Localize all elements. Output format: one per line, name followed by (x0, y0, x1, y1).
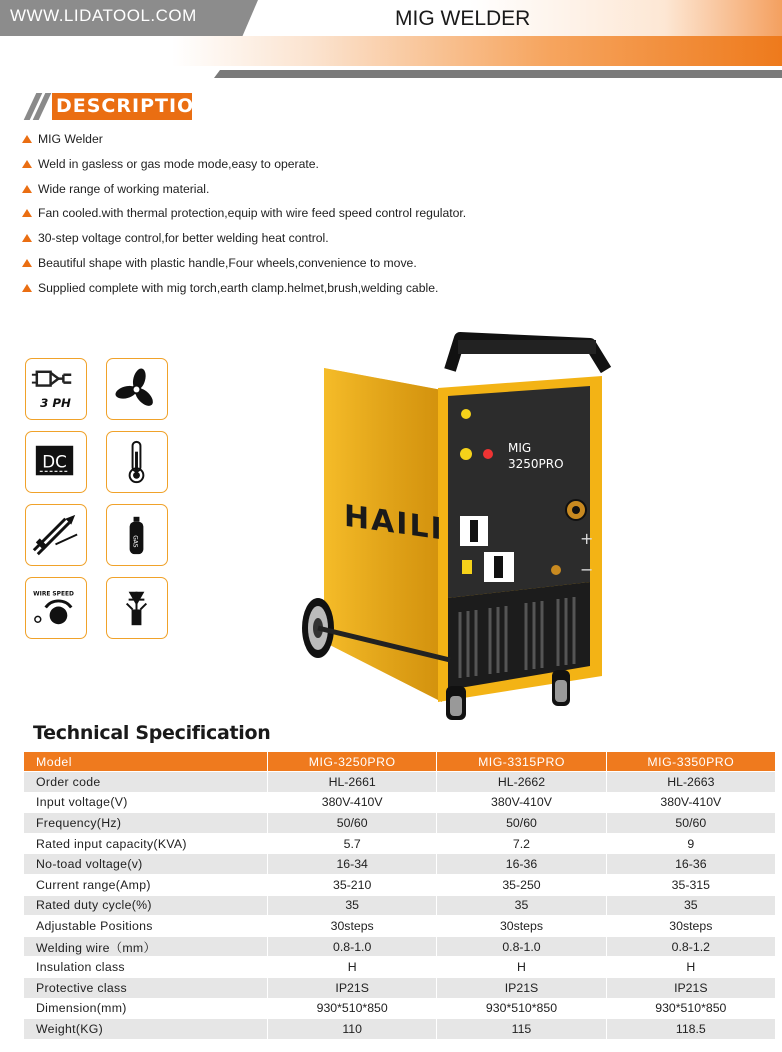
table-row-label: Protective class (24, 978, 268, 999)
table-header-cell: MIG-3315PRO (437, 752, 606, 772)
table-cell: IP21S (437, 978, 606, 999)
table-row (24, 875, 776, 896)
table-cell: 35-250 (437, 875, 606, 896)
triangle-bullet-icon (22, 209, 32, 217)
table-row (24, 854, 776, 875)
table-cell: 930*510*850 (268, 999, 437, 1020)
spec-title: Technical Specification (33, 722, 271, 744)
table-row (24, 999, 776, 1020)
table-cell: 115 (437, 1019, 606, 1040)
page-title: MIG WELDER (395, 7, 531, 30)
table-cell: 30steps (607, 916, 776, 937)
table-cell: 380V-410V (607, 793, 776, 814)
list-item: Beautiful shape with plastic handle,Four wheels,convenience to move. (22, 254, 466, 279)
dc-label: DC (42, 451, 67, 472)
protection-symbol-icon (106, 577, 168, 639)
table-row-label: Adjustable Positions (24, 916, 268, 937)
table-row-label: Welding wire（mm） (24, 937, 268, 958)
three-phase-plug-icon (25, 358, 87, 420)
wire-speed-icon (25, 577, 87, 639)
fan-icon (106, 358, 168, 420)
table-cell: 35-210 (268, 875, 437, 896)
table-cell: 30steps (437, 916, 606, 937)
table-row (24, 834, 776, 855)
table-cell: IP21S (268, 978, 437, 999)
table-header-cell: Model (24, 752, 268, 772)
table-cell: 16-34 (268, 854, 437, 875)
spec-table (24, 752, 776, 1040)
gas-cylinder-icon (106, 504, 168, 566)
table-cell: H (268, 957, 437, 978)
table-cell: 16-36 (437, 854, 606, 875)
table-row-label: Rated input capacity(KVA) (24, 834, 268, 855)
table-cell: H (607, 957, 776, 978)
table-cell: 50/60 (437, 813, 606, 834)
header-gradient-band (0, 36, 782, 66)
list-item: MIG Welder (22, 130, 466, 155)
wire-speed-label: WIRE SPEED (33, 591, 74, 598)
svg-text:+: + (580, 529, 594, 548)
table-cell: 380V-410V (437, 793, 606, 814)
table-cell: 16-36 (607, 854, 776, 875)
table-cell: 0.8-1.2 (607, 937, 776, 958)
table-cell: 0.8-1.0 (437, 937, 606, 958)
svg-text:−: − (580, 560, 594, 579)
table-header-row (24, 752, 776, 772)
description-label: DESCRIPTION (56, 95, 212, 117)
machine-brand: HAILI (344, 498, 444, 548)
table-cell: IP21S (607, 978, 776, 999)
list-item: Supplied complete with mig torch,earth clamp.helmet,brush,welding cable. (22, 279, 466, 304)
table-cell: 9 (607, 834, 776, 855)
table-row-label: No-toad voltage(v) (24, 854, 268, 875)
table-row-label: Dimension(mm) (24, 999, 268, 1020)
machine-model-name: 3250PRO (508, 457, 564, 471)
table-cell: 7.2 (437, 834, 606, 855)
table-row (24, 793, 776, 814)
triangle-bullet-icon (22, 185, 32, 193)
table-row (24, 813, 776, 834)
list-item: Wide range of working material. (22, 180, 466, 205)
list-item: Weld in gasless or gas mode mode,easy to operate. (22, 155, 466, 180)
torch-and-clamp-icon (25, 504, 87, 566)
table-row-label: Frequency(Hz) (24, 813, 268, 834)
table-cell: 35 (437, 896, 606, 917)
three-phase-label: 3 PH (40, 396, 71, 411)
table-cell: HL-2661 (268, 772, 437, 793)
table-row-label: Current range(Amp) (24, 875, 268, 896)
table-cell: 118.5 (607, 1019, 776, 1040)
machine-model-prefix: MIG (508, 441, 532, 455)
table-row-label: Insulation class (24, 957, 268, 978)
triangle-bullet-icon (22, 259, 32, 267)
site-url[interactable]: WWW.LIDATOOL.COM (10, 6, 197, 25)
gas-label: GAS (131, 535, 138, 548)
header-divider-bar (214, 70, 782, 78)
mig-welder-image (290, 330, 620, 730)
triangle-bullet-icon (22, 284, 32, 292)
description-heading (22, 93, 212, 120)
table-row-label: Input voltage(V) (24, 793, 268, 814)
table-row-label: Rated duty cycle(%) (24, 896, 268, 917)
triangle-bullet-icon (22, 135, 32, 143)
table-cell: 50/60 (607, 813, 776, 834)
table-cell: HL-2662 (437, 772, 606, 793)
table-cell: H (437, 957, 606, 978)
table-row-label: Order code (24, 772, 268, 793)
table-cell: 110 (268, 1019, 437, 1040)
table-cell: 930*510*850 (607, 999, 776, 1020)
table-cell: 5.7 (268, 834, 437, 855)
table-cell: 0.8-1.0 (268, 937, 437, 958)
table-row (24, 772, 776, 793)
table-row (24, 916, 776, 937)
table-cell: 380V-410V (268, 793, 437, 814)
table-row (24, 896, 776, 917)
list-item: 30-step voltage control,for better welding heat control. (22, 229, 466, 254)
table-row (24, 937, 776, 958)
triangle-bullet-icon (22, 160, 32, 168)
table-cell: 35 (268, 896, 437, 917)
table-cell: HL-2663 (607, 772, 776, 793)
table-row (24, 957, 776, 978)
table-cell: 30steps (268, 916, 437, 937)
table-row (24, 1019, 776, 1040)
triangle-bullet-icon (22, 234, 32, 242)
thermometer-icon (106, 431, 168, 493)
table-cell: 35-315 (607, 875, 776, 896)
table-cell: 930*510*850 (437, 999, 606, 1020)
list-item: Fan cooled.with thermal protection,equip with wire feed speed control regulator. (22, 204, 466, 229)
feature-list (22, 130, 466, 304)
table-row (24, 978, 776, 999)
table-header-cell: MIG-3350PRO (607, 752, 776, 772)
table-header-cell: MIG-3250PRO (268, 752, 437, 772)
dc-output-icon (25, 431, 87, 493)
table-cell: 35 (607, 896, 776, 917)
table-cell: 50/60 (268, 813, 437, 834)
table-row-label: Weight(KG) (24, 1019, 268, 1040)
